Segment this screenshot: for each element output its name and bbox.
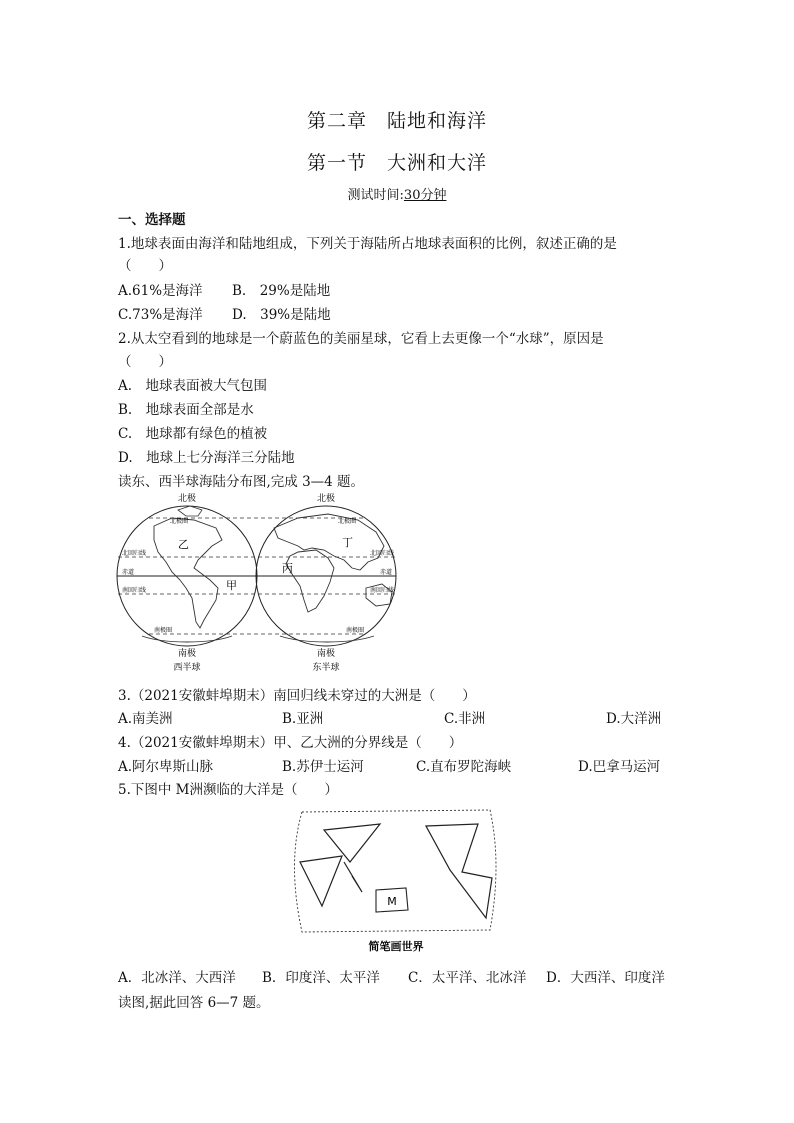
east-arctic-label: 北极圈 [338, 518, 357, 525]
q4-option-c[interactable]: C.直布罗陀海峡 [416, 759, 512, 775]
marker-bing: 丙 [282, 562, 293, 575]
africa-outline [286, 550, 334, 612]
marker-jia: 甲 [226, 579, 237, 592]
section-one-heading: 一、选择题 [118, 212, 186, 228]
test-time-value: 30分钟 [403, 188, 447, 203]
west-equator-label: 赤道 [122, 569, 135, 576]
chapter-title: 第二章 陆地和海洋 [306, 110, 487, 132]
q2-option-c[interactable]: C. 地球都有绿色的植被 [118, 426, 268, 442]
q3-option-d[interactable]: D.大洋洲 [606, 711, 662, 727]
west-south-pole-label: 南极 [177, 649, 197, 659]
east-equator-label: 赤道 [380, 569, 393, 576]
q2-option-d[interactable]: D. 地球上七分海洋三分陆地 [118, 450, 295, 466]
east-north-pole-label: 北极 [316, 494, 336, 504]
q4-option-d[interactable]: D.巴拿马运河 [578, 759, 661, 775]
east-tropic-cancer-label: 北回归线 [370, 550, 395, 557]
q5-option-a[interactable]: A．北冰洋、大西洋 [118, 970, 236, 986]
east-hemisphere-label: 东半球 [312, 663, 340, 673]
q2-option-b[interactable]: B. 地球表面全部是水 [118, 402, 254, 418]
eurasia-africa-shape [426, 824, 492, 918]
connector-shape [344, 862, 362, 892]
section-title: 第一节 大洲和大洋 [306, 152, 487, 174]
q1-blank: （ ） [118, 258, 172, 274]
test-time [0, 184, 794, 203]
q3-option-c[interactable]: C.非洲 [444, 711, 486, 727]
q1-option-a[interactable]: A.61%是海洋 [118, 283, 203, 299]
q2-blank: （ ） [118, 354, 172, 370]
west-hemisphere-label: 西半球 [173, 663, 201, 673]
q2-text: 2.从太空看到的地球是一个蔚蓝色的美丽星球，它看上去更像一个“水球”，原因是 [118, 331, 604, 347]
q4-option-b[interactable]: B.苏伊士运河 [282, 759, 364, 775]
q3-option-b[interactable]: B.亚洲 [282, 711, 324, 727]
q5-option-c[interactable]: C．太平洋、北冰洋 [408, 970, 527, 986]
q1-option-b[interactable]: B. 29%是陆地 [232, 283, 331, 299]
m-continent-marker: M [387, 895, 397, 908]
read-map-instruction-2: 读图,据此回答 6—7 题。 [118, 995, 270, 1011]
test-time-label: 测试时间: [347, 188, 404, 203]
south-america-shape [300, 856, 342, 906]
q5-option-b[interactable]: B．印度洋、太平洋 [262, 970, 380, 986]
west-tropic-cancer-label: 北回归线 [122, 550, 147, 557]
q3-text: 3.（2021安徽蚌埠期末）南回归线未穿过的大洲是（ ） [118, 688, 476, 704]
q5-option-d[interactable]: D．大西洋、印度洋 [546, 970, 665, 986]
q1-option-c[interactable]: C.73%是海洋 [118, 307, 203, 323]
map-caption: 简笔画世界 [368, 940, 424, 953]
west-antarctic-label: 南极圈 [154, 627, 173, 634]
q4-option-a[interactable]: A.阿尔卑斯山脉 [118, 759, 214, 775]
east-south-pole-label: 南极 [316, 649, 336, 659]
east-antarctic-label: 南极圈 [346, 627, 365, 634]
q1-text: 1.地球表面由海洋和陆地组成，下列关于海陆所占地球表面积的比例，叙述正确的是 [118, 236, 617, 252]
q3-option-a[interactable]: A.南美洲 [118, 711, 173, 727]
west-tropic-capricorn-label: 南回归线 [122, 587, 147, 594]
greenland-outline [178, 506, 202, 516]
q2-option-a[interactable]: A. 地球表面被大气包围 [118, 378, 268, 394]
west-arctic-label: 北极圈 [170, 518, 189, 525]
q1-option-d[interactable]: D. 39%是陆地 [232, 307, 331, 323]
west-north-pole-label: 北极 [177, 494, 197, 504]
read-map-instruction: 读东、西半球海陆分布图,完成 3—4 题。 [118, 474, 365, 490]
hemisphere-map [114, 488, 404, 678]
marker-yi: 乙 [178, 538, 189, 551]
q5-text: 5.下图中 M洲濒临的大洋是（ ） [118, 782, 338, 798]
q4-text: 4.（2021安徽蚌埠期末）甲、乙大洲的分界线是（ ） [118, 735, 463, 751]
east-tropic-capricorn-label: 南回归线 [370, 587, 395, 594]
map-frame [295, 810, 497, 932]
americas-outline [154, 518, 222, 628]
north-america-shape [324, 824, 380, 862]
sketch-world-map [286, 806, 506, 956]
marker-ding: 丁 [342, 536, 353, 549]
